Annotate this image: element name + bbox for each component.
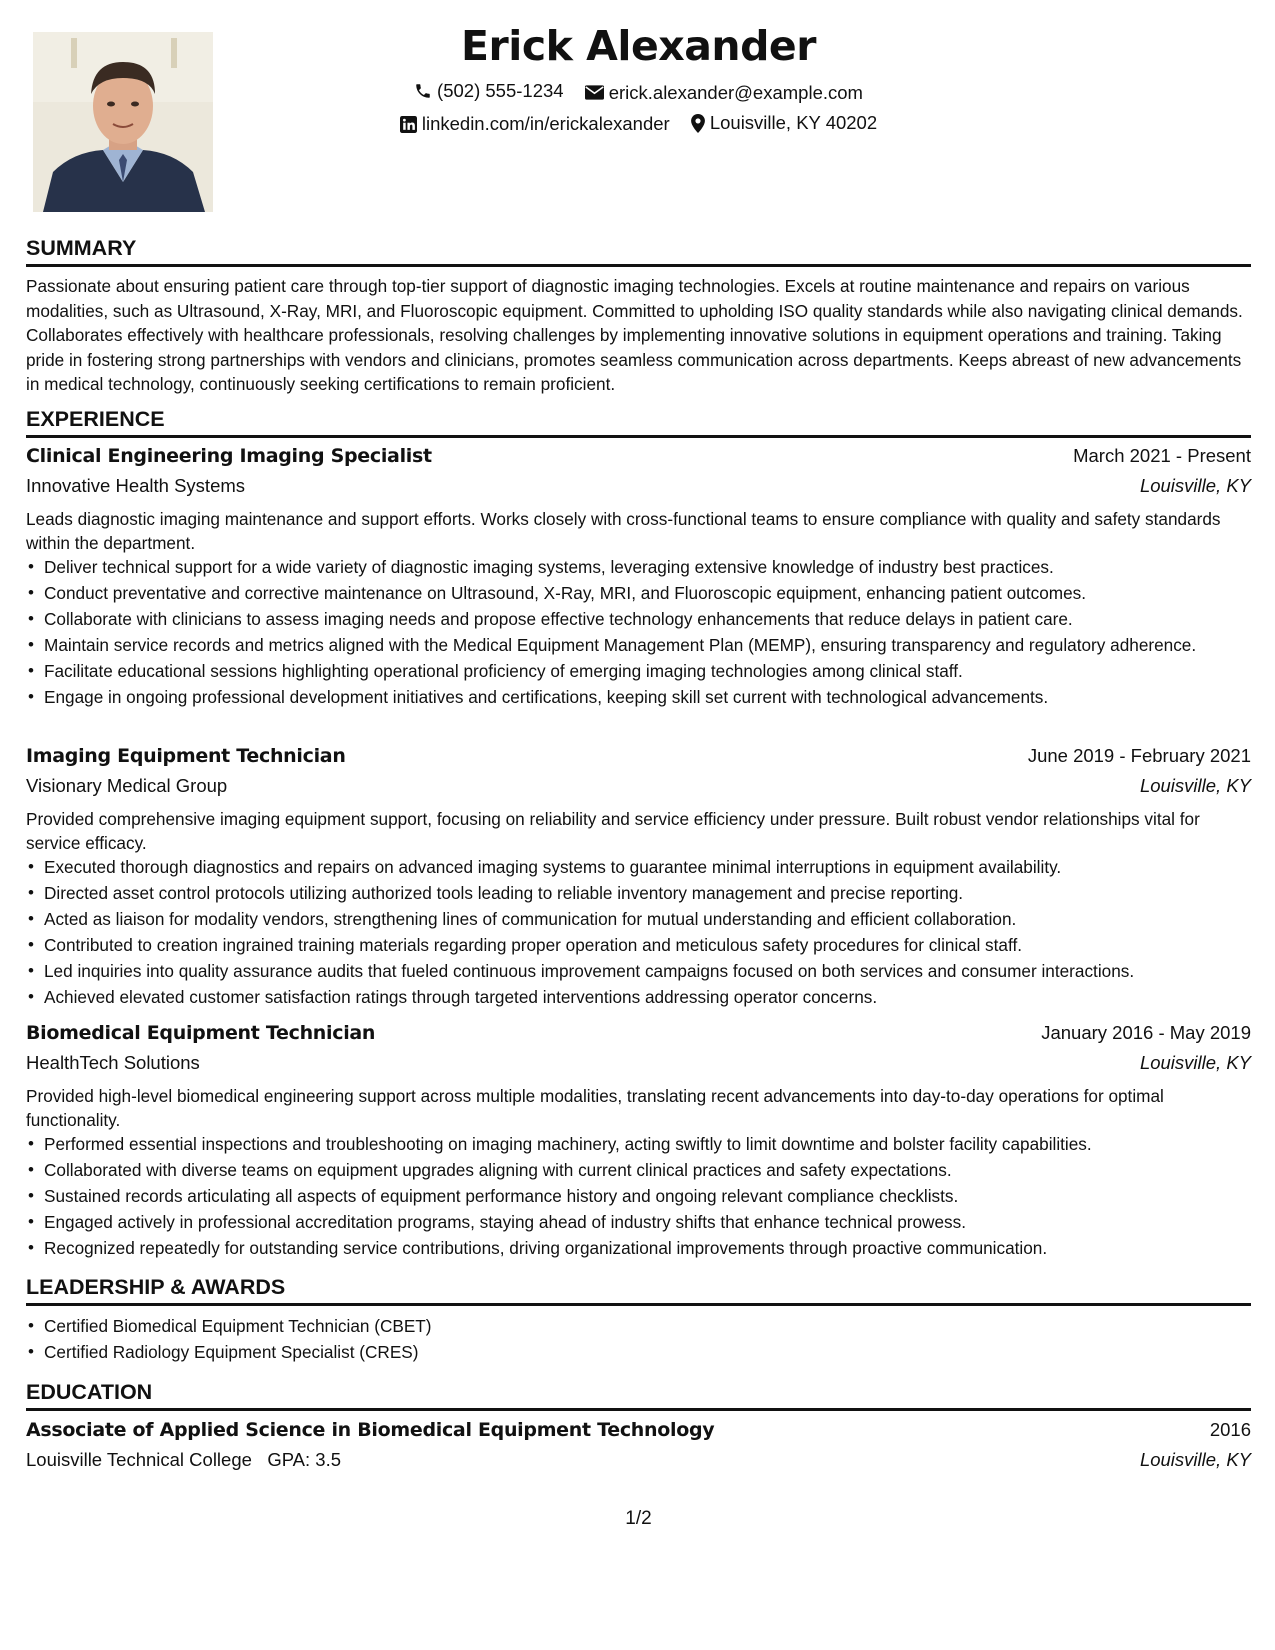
linkedin-icon bbox=[400, 116, 417, 133]
bullet-item: • Engage in ongoing professional development initiatives and certifications, keeping skill set current with technological advancements. bbox=[26, 685, 1251, 709]
bullet-item: • Conduct preventative and corrective maintenance on Ultrasound, X-Ray, MRI, and Fluoroscopic equipment, enhancing patient outcomes. bbox=[26, 581, 1251, 605]
school-name: Louisville Technical College bbox=[26, 1449, 252, 1470]
map-pin-icon bbox=[691, 114, 705, 133]
email-text: erick.alexander@example.com bbox=[608, 81, 863, 103]
award-item: • Certified Biomedical Equipment Technician (CBET) bbox=[26, 1314, 1251, 1338]
summary-heading: SUMMARY bbox=[26, 236, 137, 260]
job-title: Imaging Equipment Technician bbox=[26, 745, 346, 767]
bullet-item: • Deliver technical support for a wide variety of diagnostic imaging systems, leveraging extensive knowledge of industry best practices. bbox=[26, 555, 1251, 579]
job-location: Louisville, KY bbox=[1139, 475, 1251, 496]
linkedin-contact[interactable] bbox=[400, 113, 670, 135]
bullet-item: • Sustained records articulating all aspects of equipment performance history and ongoing relevant compliance checklists. bbox=[26, 1184, 1251, 1208]
phone-icon bbox=[414, 82, 432, 100]
experience-heading: EXPERIENCE bbox=[26, 407, 165, 431]
bullet-item: • Achieved elevated customer satisfaction ratings through targeted interventions addressing operator concerns. bbox=[26, 985, 1251, 1009]
contact-row-2 bbox=[26, 112, 1251, 138]
candidate-name: Erick Alexander bbox=[461, 22, 816, 70]
bullet-item: • Performed essential inspections and troubleshooting on imaging machinery, acting swiftly to limit downtime and bolster facility capabilities. bbox=[26, 1132, 1251, 1156]
bullet-item: • Acted as liaison for modality vendors, strengthening lines of communication for mutual understanding and efficient collaboration. bbox=[26, 907, 1251, 931]
section-divider bbox=[26, 1303, 1251, 1306]
award-item: • Certified Radiology Equipment Specialist (CRES) bbox=[26, 1340, 1251, 1364]
location-text: Louisville, KY 40202 bbox=[709, 112, 878, 133]
job-bullets bbox=[26, 1132, 1251, 1260]
company-name: Innovative Health Systems bbox=[26, 475, 246, 496]
job-title: Clinical Engineering Imaging Specialist bbox=[26, 445, 432, 467]
linkedin-text: linkedin.com/in/erickalexander bbox=[421, 113, 670, 134]
graduation-year: 2016 bbox=[1209, 1419, 1251, 1440]
leadership-heading: LEADERSHIP & AWARDS bbox=[26, 1275, 286, 1299]
resume-page bbox=[26, 0, 1251, 1650]
bullet-item: • Led inquiries into quality assurance audits that fueled continuous improvement campaigns focused on both services and consumer interactions. bbox=[26, 959, 1251, 983]
experience-section bbox=[26, 405, 1251, 438]
bullet-item: • Executed thorough diagnostics and repairs on advanced imaging systems to guarantee minimal interruptions in equipment availability. bbox=[26, 855, 1251, 879]
bullet-item: • Collaborated with diverse teams on equipment upgrades aligning with current clinical practices and safety expectations. bbox=[26, 1158, 1251, 1182]
bullet-item: • Engaged actively in professional accreditation programs, staying ahead of industry shifts that enhance technical prowess. bbox=[26, 1210, 1251, 1234]
gpa: GPA: 3.5 bbox=[267, 1449, 342, 1470]
job-bullets bbox=[26, 555, 1251, 709]
bullet-item: • Directed asset control protocols utilizing authorized tools leading to reliable inventory management and precise reporting. bbox=[26, 881, 1251, 905]
job-dates: January 2016 - May 2019 bbox=[1041, 1022, 1251, 1043]
leadership-section bbox=[26, 1273, 1251, 1366]
phone-contact bbox=[414, 80, 564, 102]
location-contact bbox=[691, 112, 877, 134]
school-location: Louisville, KY bbox=[1139, 1449, 1251, 1470]
job-bullets bbox=[26, 855, 1251, 1009]
section-divider bbox=[26, 264, 1251, 267]
education-heading: EDUCATION bbox=[26, 1380, 153, 1404]
envelope-icon bbox=[585, 85, 604, 100]
bullet-item: • Facilitate educational sessions highlighting operational proficiency of emerging imaging technologies among clinical staff. bbox=[26, 659, 1251, 683]
bullet-item: • Contributed to creation ingrained training materials regarding proper operation and meticulous safety procedures for clinical staff. bbox=[26, 933, 1251, 957]
awards-list bbox=[26, 1314, 1251, 1364]
job-description: Leads diagnostic imaging maintenance and support efforts. Works closely with cross-functional teams to ensure compliance with quality and safety standards within the department. bbox=[26, 509, 1221, 553]
company-name: HealthTech Solutions bbox=[26, 1052, 200, 1073]
email-contact[interactable] bbox=[585, 82, 863, 104]
job-description: Provided comprehensive imaging equipment support, focusing on reliability and service efficiency under pressure. Built robust vendor relationships vital for service efficacy. bbox=[26, 809, 1200, 853]
education-section bbox=[26, 1378, 1251, 1475]
job-entry bbox=[26, 741, 1251, 1011]
summary-section bbox=[26, 234, 1251, 397]
section-divider bbox=[26, 1408, 1251, 1411]
phone-text: (502) 555-1234 bbox=[437, 80, 564, 101]
job-location: Louisville, KY bbox=[1139, 775, 1251, 796]
bullet-item: • Collaborate with clinicians to assess imaging needs and propose effective technology enhancements that reduce delays in patient care. bbox=[26, 607, 1251, 631]
summary-text: Passionate about ensuring patient care through top-tier support of diagnostic imaging technologies. Excels at routine maintenance and repairs on various modalities, such as Ultrasound, X-Ray, MRI, and Fluoroscopic equipment. Committed to upholding ISO quality standards while also navigating clinical demands. Collaborates effectively with healthcare professionals, resolving challenges by implementing innovative solutions in equipment operations and training. Taking pride in fostering strong partnerships with vendors and clinicians, promotes seamless communication across departments. Keeps abreast of new advancements in medical technology, continuously seeking certifications to remain proficient. bbox=[26, 276, 1243, 394]
job-entry bbox=[26, 1018, 1251, 1262]
job-dates: June 2019 - February 2021 bbox=[1027, 745, 1251, 766]
job-dates: March 2021 - Present bbox=[1073, 445, 1251, 466]
page-number: 1/2 bbox=[625, 1508, 652, 1529]
contact-row-1 bbox=[26, 80, 1251, 105]
company-name: Visionary Medical Group bbox=[26, 775, 228, 796]
bullet-item: • Maintain service records and metrics aligned with the Medical Equipment Management Plan (MEMP), ensuring transparency and regulatory adherence. bbox=[26, 633, 1251, 657]
bullet-item: • Recognized repeatedly for outstanding service contributions, driving organizational improvements through proactive communication. bbox=[26, 1236, 1251, 1260]
job-entry bbox=[26, 441, 1251, 711]
job-description: Provided high-level biomedical engineering support across multiple modalities, translating recent advancements into day-to-day operations for optimal functionality. bbox=[26, 1086, 1164, 1130]
section-divider bbox=[26, 435, 1251, 438]
school-info bbox=[26, 1445, 341, 1475]
degree-title: Associate of Applied Science in Biomedical Equipment Technology bbox=[26, 1419, 715, 1441]
job-title: Biomedical Equipment Technician bbox=[26, 1022, 376, 1044]
job-location: Louisville, KY bbox=[1139, 1052, 1251, 1073]
